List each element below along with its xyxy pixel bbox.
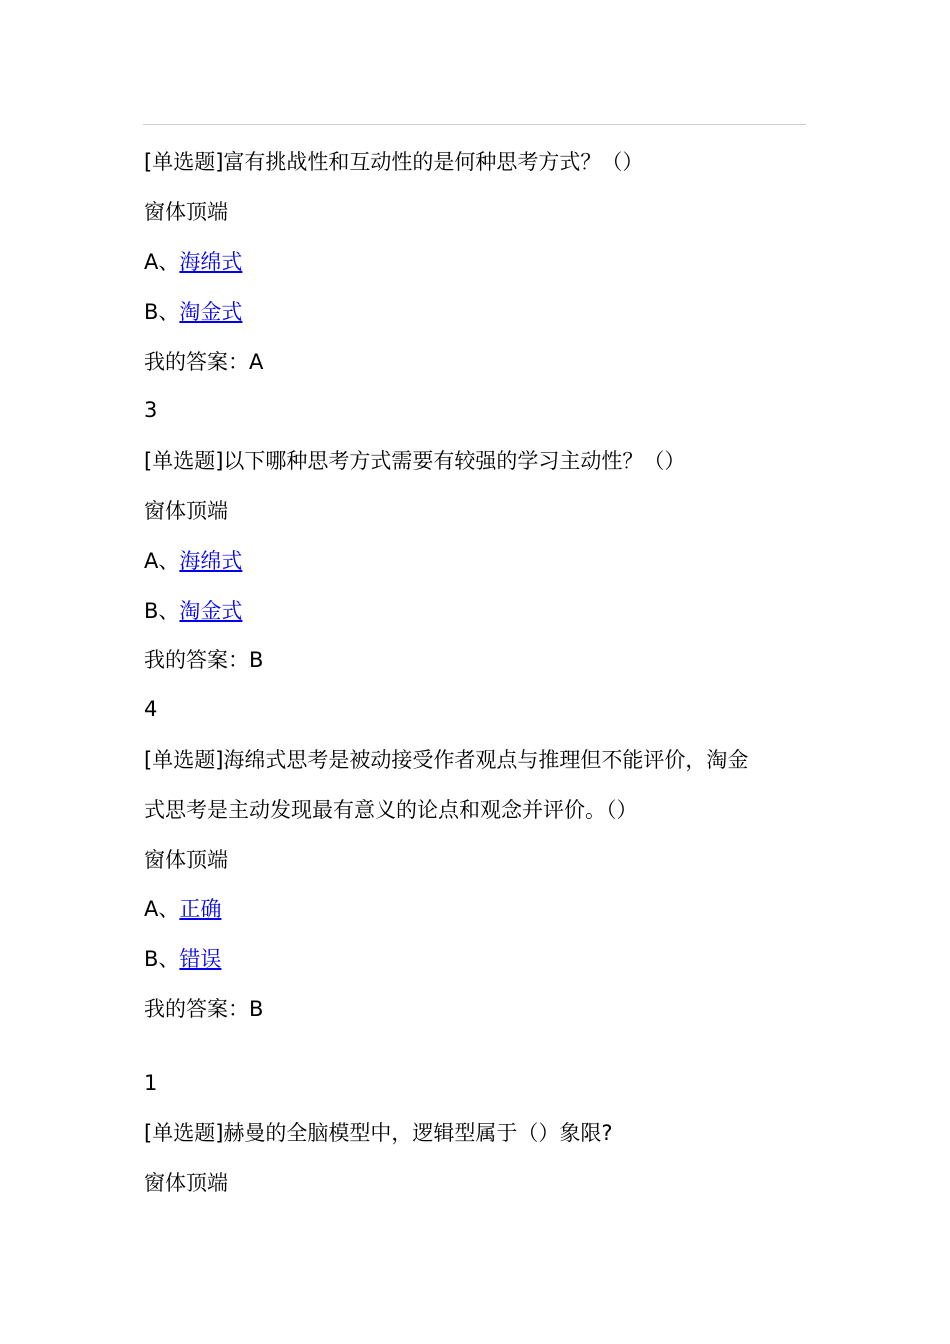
form-top-label: 窗体顶端 [144,848,228,872]
form-top-label: 窗体顶端 [144,200,228,224]
option-a-link[interactable]: 海绵式 [179,549,243,573]
my-answer: 我的答案：B [144,648,264,672]
question-text: [单选题]富有挑战性和互动性的是何种思考方式？（） [144,150,644,174]
question-text-line2: 式思考是主动发现最有意义的论点和观念并评价。（） [144,798,638,822]
question-text-line1: [单选题]海绵式思考是被动接受作者观点与推理但不能评价，淘金 [144,748,749,772]
option-a [144,547,242,575]
option-a-link[interactable]: 海绵式 [179,250,243,274]
option-prefix: A、 [144,250,180,274]
option-prefix: A、 [144,549,180,573]
question-number: 4 [144,697,158,721]
form-top-label: 窗体顶端 [144,1171,228,1195]
option-a [144,895,221,923]
option-b [144,298,242,326]
option-prefix: B、 [144,599,180,623]
question-text: [单选题]以下哪种思考方式需要有较强的学习主动性？（） [144,449,686,473]
option-prefix: B、 [144,947,180,971]
option-b-link[interactable]: 错误 [179,947,222,971]
option-prefix: B、 [144,300,180,324]
option-b-link[interactable]: 淘金式 [179,300,243,324]
my-answer: 我的答案：A [144,350,264,374]
question-number: 1 [144,1071,158,1095]
option-b [144,945,221,973]
option-b-link[interactable]: 淘金式 [179,599,243,623]
option-a [144,248,242,276]
option-b [144,597,242,625]
horizontal-divider [143,124,806,125]
option-prefix: A、 [144,897,180,921]
question-text: [单选题]赫曼的全脑模型中，逻辑型属于（）象限? [144,1121,613,1145]
question-number: 3 [144,398,158,422]
option-a-link[interactable]: 正确 [179,897,222,921]
my-answer: 我的答案：B [144,997,264,1021]
form-top-label: 窗体顶端 [144,499,228,523]
